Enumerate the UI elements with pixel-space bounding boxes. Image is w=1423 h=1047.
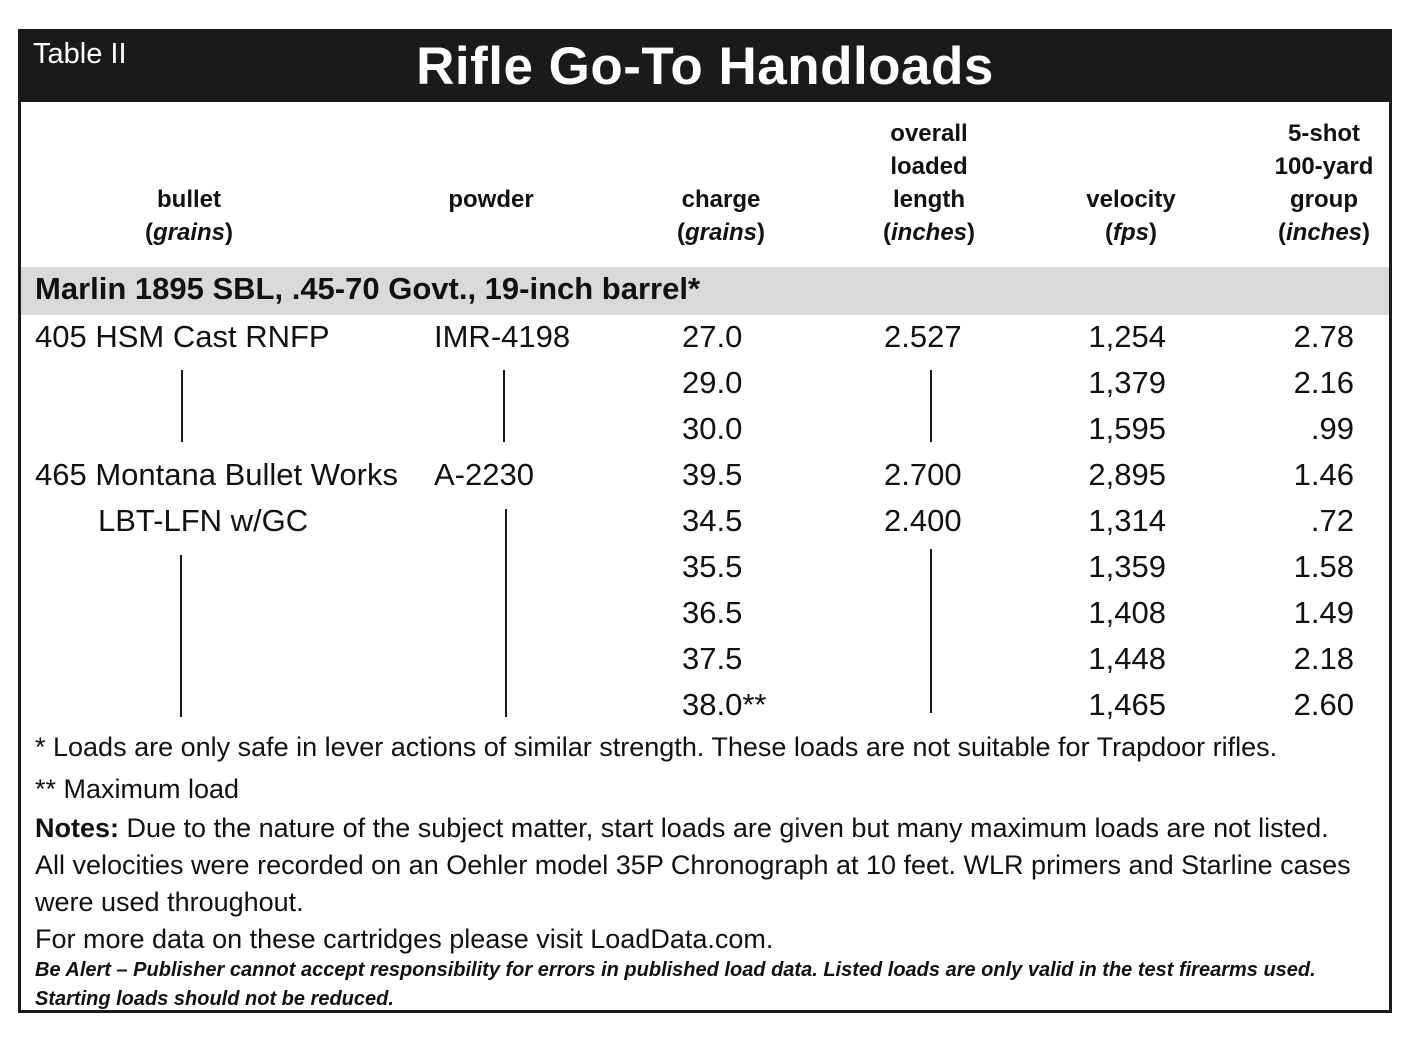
row-1-powder: IMR-4198 bbox=[434, 319, 571, 354]
ditto-line-oal-2 bbox=[930, 549, 932, 713]
section-band bbox=[21, 267, 1389, 315]
ditto-line-bullet-1 bbox=[181, 370, 183, 442]
row-7-velocity: 1,408 bbox=[1088, 595, 1166, 630]
row-6-group: 1.58 bbox=[1293, 549, 1354, 584]
row-1-charge: 27.0 bbox=[682, 319, 743, 354]
notes-label: Notes: bbox=[35, 813, 120, 843]
row-8-velocity: 1,448 bbox=[1088, 641, 1166, 676]
header-group-units: (inches) bbox=[1277, 219, 1371, 246]
row-4-powder: A-2230 bbox=[434, 457, 534, 492]
header-velocity-line1: velocity bbox=[1086, 186, 1176, 213]
disclaimer: Be Alert – Publisher cannot accept responsibility for errors in published load data. Listed loads are only valid in the test firearms used. Starting loads should not be reduced. bbox=[35, 959, 1316, 1010]
header-oal bbox=[859, 117, 999, 249]
header-group bbox=[1249, 117, 1399, 249]
row-2-group: 2.16 bbox=[1293, 365, 1354, 400]
footnote-double-star: ** Maximum load bbox=[35, 774, 240, 804]
notes-line-3: were used throughout. bbox=[35, 887, 304, 917]
notes-line-1 bbox=[35, 810, 1329, 846]
row-2-velocity: 1,379 bbox=[1088, 365, 1166, 400]
ditto-line-powder-1 bbox=[503, 370, 505, 442]
row-7-group: 1.49 bbox=[1293, 595, 1354, 630]
notes-text-1: Due to the nature of the subject matter, start loads are given but many maximum loads are not listed. bbox=[119, 813, 1329, 843]
title-bar bbox=[21, 32, 1389, 102]
row-4-bullet: 465 Montana Bullet Works bbox=[35, 457, 399, 492]
header-group-line3: group bbox=[1290, 186, 1358, 213]
table-title: Rifle Go-To Handloads bbox=[416, 37, 994, 96]
header-powder bbox=[431, 183, 551, 216]
row-4-velocity: 2,895 bbox=[1088, 457, 1166, 492]
header-oal-units: (inches) bbox=[882, 219, 976, 246]
row-8-group: 2.18 bbox=[1293, 641, 1354, 676]
header-bullet-line1: bullet bbox=[157, 186, 221, 213]
header-bullet-units: (grains) bbox=[144, 219, 234, 246]
row-9-charge: 38.0** bbox=[682, 687, 767, 722]
row-4-group: 1.46 bbox=[1293, 457, 1354, 492]
row-7-charge: 36.5 bbox=[682, 595, 743, 630]
row-8-charge: 37.5 bbox=[682, 641, 743, 676]
row-2-charge: 29.0 bbox=[682, 365, 743, 400]
header-powder-line1: powder bbox=[448, 186, 534, 213]
notes-line-2: All velocities were recorded on an Oehler model 35P Chronograph at 10 feet. WLR primers and Starline cases bbox=[35, 850, 1351, 880]
header-bullet bbox=[119, 183, 259, 249]
row-6-charge: 35.5 bbox=[682, 549, 743, 584]
header-charge bbox=[651, 183, 791, 249]
row-6-velocity: 1,359 bbox=[1088, 549, 1166, 584]
section-title: Marlin 1895 SBL, .45-70 Govt., 19-inch barrel* bbox=[35, 271, 701, 306]
header-oal-line1: overall bbox=[890, 120, 968, 147]
header-velocity bbox=[1061, 183, 1201, 249]
header-charge-line1: charge bbox=[681, 186, 761, 213]
row-4-charge: 39.5 bbox=[682, 457, 743, 492]
header-group-line2: 100-yard bbox=[1274, 153, 1374, 180]
row-1-oal: 2.527 bbox=[884, 319, 962, 354]
row-5-velocity: 1,314 bbox=[1088, 503, 1166, 538]
header-charge-units: (grains) bbox=[676, 219, 766, 246]
row-9-group: 2.60 bbox=[1293, 687, 1354, 722]
row-3-velocity: 1,595 bbox=[1088, 411, 1166, 446]
more-data-line: For more data on these cartridges please visit LoadData.com. bbox=[35, 924, 774, 954]
row-5-oal: 2.400 bbox=[884, 503, 962, 538]
row-5-charge: 34.5 bbox=[682, 503, 743, 538]
footnote-star: * Loads are only safe in lever actions of similar strength. These loads are not suitable for Trapdoor rifles. bbox=[35, 732, 1278, 762]
row-3-charge: 30.0 bbox=[682, 411, 743, 446]
row-1-velocity: 1,254 bbox=[1088, 319, 1166, 354]
header-oal-line3: length bbox=[893, 186, 965, 213]
header-group-line1: 5-shot bbox=[1288, 120, 1360, 147]
load-table bbox=[18, 29, 1392, 1013]
row-1-bullet: 405 HSM Cast RNFP bbox=[35, 319, 330, 354]
header-velocity-units: (fps) bbox=[1105, 219, 1157, 246]
row-4-oal: 2.700 bbox=[884, 457, 962, 492]
row-9-velocity: 1,465 bbox=[1088, 687, 1166, 722]
row-5-bullet: LBT-LFN w/GC bbox=[98, 503, 309, 538]
ditto-line-bullet-2 bbox=[180, 555, 182, 717]
row-5-group: .72 bbox=[1310, 503, 1354, 538]
ditto-line-oal-1 bbox=[930, 370, 932, 442]
table-label: Table II bbox=[33, 38, 127, 70]
ditto-line-powder-2 bbox=[505, 509, 507, 717]
row-1-group: 2.78 bbox=[1293, 319, 1354, 354]
header-oal-line2: loaded bbox=[890, 153, 968, 180]
row-3-group: .99 bbox=[1310, 411, 1354, 446]
